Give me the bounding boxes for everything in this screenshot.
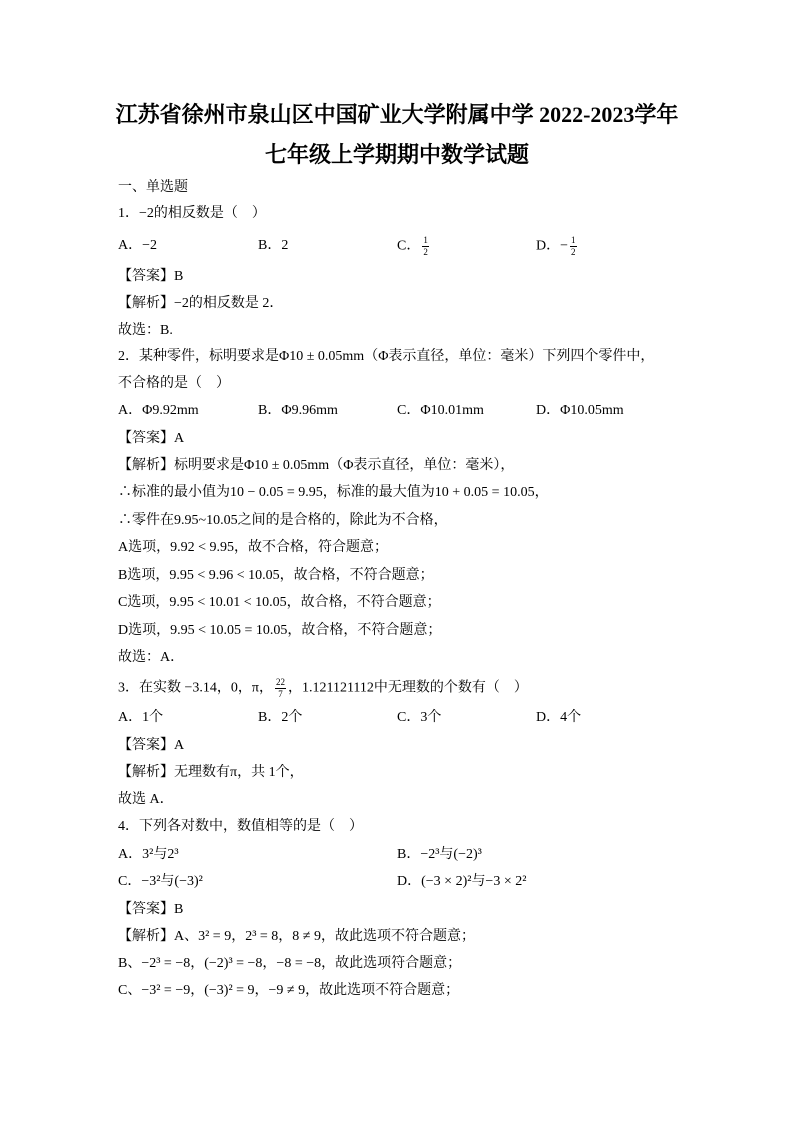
option-value: Φ9.96mm bbox=[281, 403, 338, 418]
stem-text: 3．在实数 −3.14，0，π， bbox=[118, 680, 273, 696]
option-label: C． bbox=[397, 238, 421, 254]
option-value: Φ10.01mm bbox=[420, 403, 484, 418]
option-value: −2³与(−2)³ bbox=[420, 847, 482, 862]
option-c bbox=[397, 708, 441, 728]
option-value: −2 bbox=[142, 238, 158, 253]
question-2-options bbox=[118, 401, 678, 421]
option-b bbox=[258, 401, 338, 421]
option-label: B． bbox=[258, 238, 282, 253]
question-1-answer: 【答案】B bbox=[118, 269, 184, 284]
question-2-analysis-line: ∴标准的最小值为10 − 0.05 = 9.95，标准的最大值为10 + 0.05 = 10.05， bbox=[118, 485, 549, 500]
question-2-analysis-line: A选项，9.92 < 9.95，故不合格，符合题意； bbox=[118, 540, 389, 555]
option-b bbox=[397, 845, 482, 865]
question-2-analysis-line: B选项，9.95 < 9.96 < 10.05，故合格，不符合题意； bbox=[118, 568, 434, 583]
option-label: B． bbox=[258, 403, 282, 418]
option-d bbox=[536, 236, 579, 257]
option-value: Φ9.92mm bbox=[142, 403, 199, 418]
document-title-line-1: 江苏省徐州市泉山区中国矿业大学附属中学 2022-2023学年 bbox=[115, 102, 679, 127]
fraction-denominator: 2 bbox=[571, 247, 576, 257]
question-2-stem-line: 2．某种零件，标明要求是Φ10 ± 0.05mm（Φ表示直径，单位：毫米）下列四个零件中， bbox=[118, 349, 655, 364]
option-label: C． bbox=[118, 874, 142, 889]
question-4-analysis-line: 【解析】A、3² = 9，2³ = 8，8 ≠ 9，故此选项不符合题意； bbox=[118, 929, 475, 944]
option-label: B． bbox=[258, 710, 282, 725]
option-a bbox=[118, 845, 179, 865]
option-value: − bbox=[560, 238, 569, 254]
option-label: D． bbox=[536, 403, 561, 418]
question-1-analysis-line: 【解析】−2的相反数是 2． bbox=[118, 296, 284, 311]
question-4-stem: 4．下列各对数中，数值相等的是（ ） bbox=[118, 819, 363, 834]
question-2-analysis-line: 故选：A． bbox=[118, 650, 185, 665]
option-label: D． bbox=[536, 238, 561, 254]
fraction-numerator: 1 bbox=[423, 235, 428, 245]
option-d bbox=[397, 872, 526, 892]
question-1-options bbox=[118, 236, 678, 256]
option-d bbox=[536, 708, 581, 728]
option-value: Φ10.05mm bbox=[560, 403, 624, 418]
option-label: A． bbox=[118, 710, 143, 725]
option-label: A． bbox=[118, 847, 143, 862]
question-4-analysis-line: C、−3² = −9，(−3)² = 9，−9 ≠ 9，故此选项不符合题意； bbox=[118, 983, 460, 998]
question-4-options-row-1 bbox=[118, 845, 678, 865]
question-4-analysis-line: B、−2³ = −8，(−2)³ = −8，−8 = −8，故此选项符合题意； bbox=[118, 956, 462, 971]
option-value: 2个 bbox=[281, 710, 303, 725]
option-c bbox=[118, 872, 203, 892]
fraction-numerator: 1 bbox=[571, 235, 576, 245]
fraction bbox=[422, 236, 429, 257]
option-b bbox=[258, 236, 288, 256]
fraction bbox=[275, 678, 286, 699]
option-label: C． bbox=[397, 710, 421, 725]
question-2-analysis-line: D选项，9.95 < 10.05 = 10.05，故合格，不符合题意； bbox=[118, 623, 442, 638]
option-a bbox=[118, 708, 163, 728]
option-value: 1个 bbox=[142, 710, 164, 725]
option-b bbox=[258, 708, 302, 728]
question-2-analysis-line: 【解析】标明要求是Φ10 ± 0.05mm（Φ表示直径，单位：毫米）， bbox=[118, 458, 515, 473]
fraction-denominator: 2 bbox=[423, 247, 428, 257]
option-label: A． bbox=[118, 403, 143, 418]
option-label: A． bbox=[118, 238, 143, 253]
option-d bbox=[536, 401, 624, 421]
question-2-stem-line: 不合格的是（ ） bbox=[118, 376, 230, 391]
option-value: 3²与2³ bbox=[142, 847, 179, 862]
fraction-denominator: 7 bbox=[278, 689, 283, 699]
question-3-options bbox=[118, 708, 678, 728]
fraction bbox=[570, 236, 577, 257]
option-value: −3²与(−3)² bbox=[141, 874, 203, 889]
stem-text: ，1.121121112中无理数的个数有（ ） bbox=[287, 680, 528, 696]
question-4-answer: 【答案】B bbox=[118, 902, 184, 917]
document-title-line-2: 七年级上学期期中数学试题 bbox=[264, 142, 529, 167]
fraction-numerator: 22 bbox=[275, 677, 285, 687]
option-a bbox=[118, 236, 157, 256]
option-value: (−3 × 2)²与−3 × 2² bbox=[421, 874, 527, 889]
option-value: 3个 bbox=[420, 710, 442, 725]
question-1-stem: 1．−2的相反数是（ ） bbox=[118, 206, 266, 221]
question-4-options-row-2 bbox=[118, 872, 678, 892]
question-3-stem bbox=[118, 678, 528, 698]
section-heading: 一、单选题 bbox=[118, 180, 188, 195]
option-label: D． bbox=[397, 874, 422, 889]
question-3-analysis-line: 故选 A． bbox=[118, 792, 174, 807]
question-2-analysis-line: ∴零件在9.95~10.05之间的是合格的，除此为不合格， bbox=[118, 513, 448, 528]
question-2-analysis-line: C选项，9.95 < 10.01 < 10.05，故合格，不符合题意； bbox=[118, 595, 441, 610]
option-a bbox=[118, 401, 199, 421]
option-c bbox=[397, 236, 431, 257]
option-label: C． bbox=[397, 403, 421, 418]
option-value: 2 bbox=[281, 238, 289, 253]
question-2-answer: 【答案】A bbox=[118, 431, 185, 446]
question-3-answer: 【答案】A bbox=[118, 738, 185, 753]
option-value: 4个 bbox=[560, 710, 582, 725]
question-1-analysis-line: 故选：B. bbox=[118, 323, 173, 338]
option-label: B． bbox=[397, 847, 421, 862]
option-c bbox=[397, 401, 484, 421]
question-3-analysis-line: 【解析】无理数有π，共 1个， bbox=[118, 765, 304, 780]
option-label: D． bbox=[536, 710, 561, 725]
